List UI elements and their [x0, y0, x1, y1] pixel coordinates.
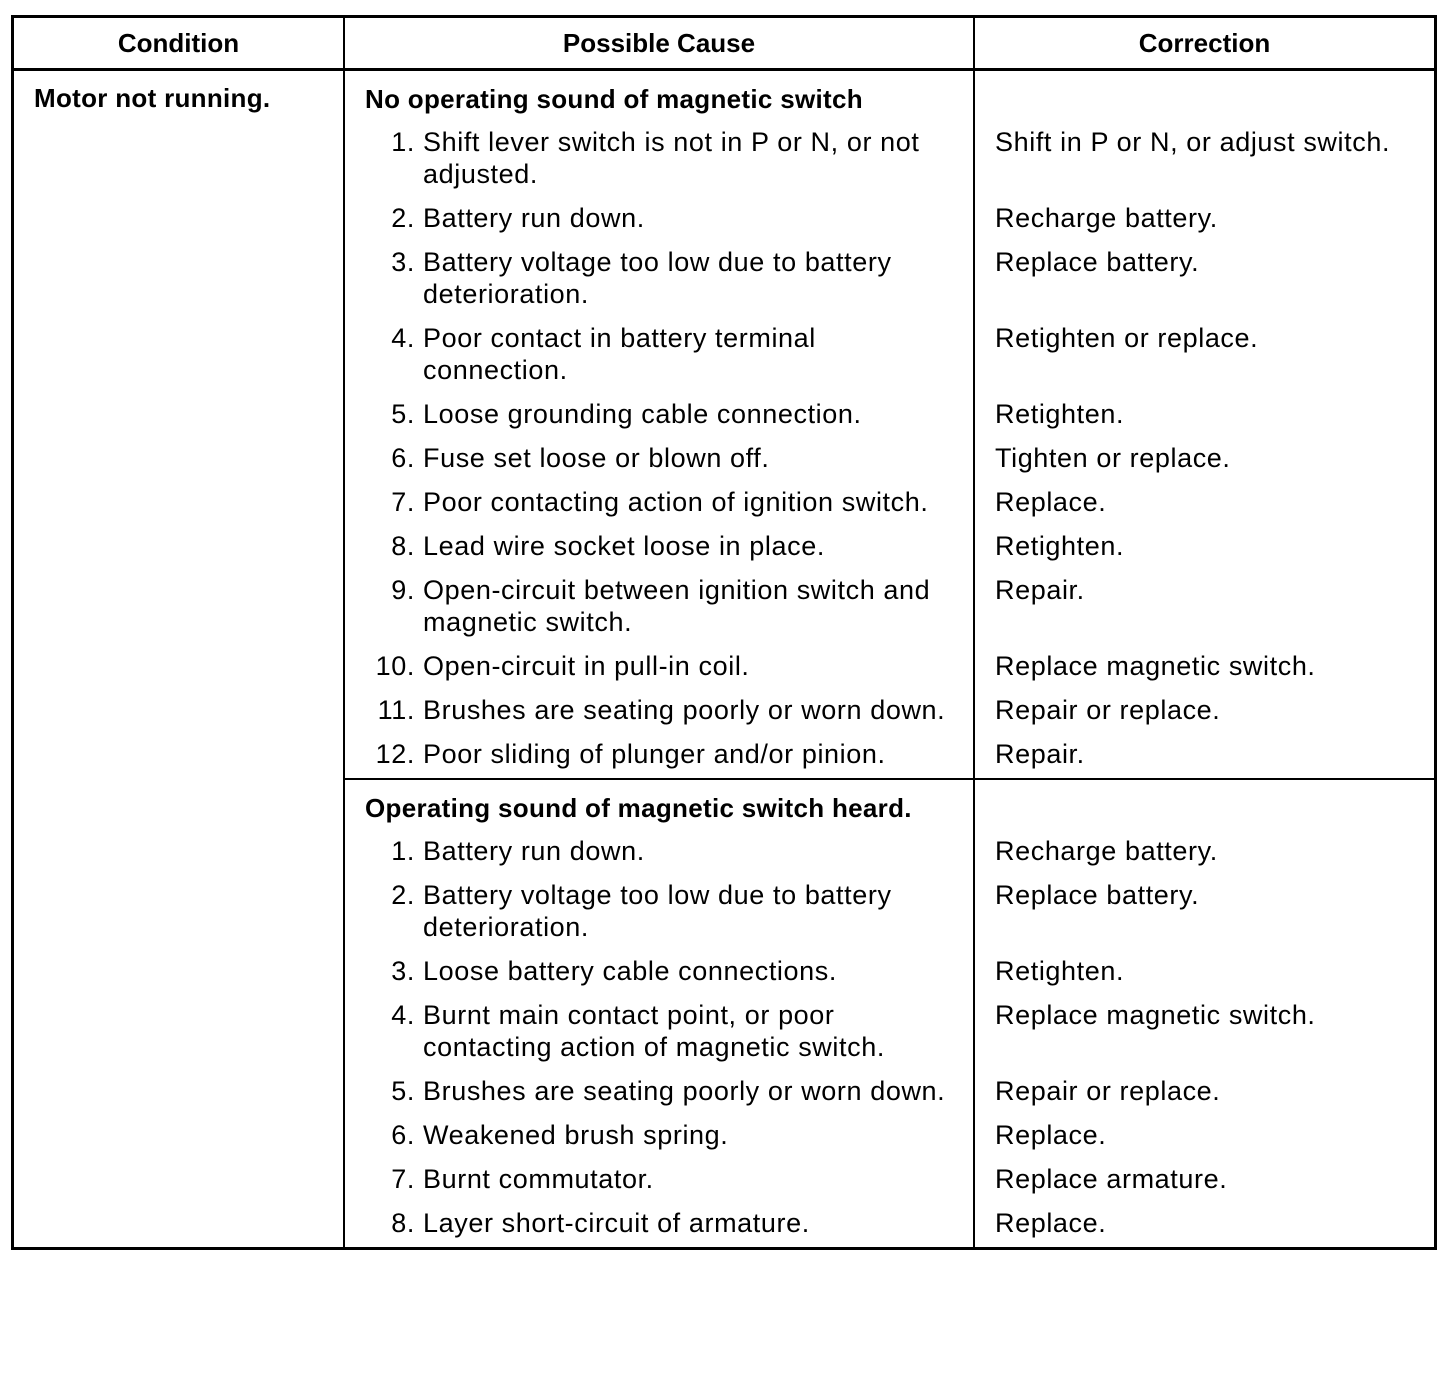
- cause-cell: [345, 242, 975, 318]
- group-heading: No operating sound of magnetic switch: [345, 71, 975, 122]
- correction-cell: Recharge battery.: [995, 836, 1218, 866]
- cause-cell: [345, 394, 975, 438]
- correction-cell: Replace battery.: [995, 247, 1200, 277]
- table-row: [345, 318, 1434, 394]
- header-possible-cause: Possible Cause: [345, 18, 975, 68]
- correction-cell: Shift in P or N, or adjust switch.: [995, 127, 1391, 157]
- cause-cell: [345, 690, 975, 734]
- item-number: 9.: [391, 575, 415, 605]
- group-heading-row: [345, 71, 1434, 122]
- table-row: [345, 242, 1434, 318]
- table-row: [345, 734, 1434, 778]
- table-row: [345, 122, 1434, 198]
- correction-cell: Recharge battery.: [995, 203, 1218, 233]
- correction-cell: Retighten or replace.: [995, 323, 1259, 353]
- table-row: [345, 570, 1434, 646]
- cause-text: Shift lever switch is not in P or N, or not adjusted.: [423, 127, 920, 189]
- item-number: 1.: [391, 127, 415, 157]
- correction-cell: Replace battery.: [995, 880, 1200, 910]
- table-row: [345, 1115, 1434, 1159]
- correction-cell: Tighten or replace.: [995, 443, 1231, 473]
- correction-cell: Replace magnetic switch.: [995, 651, 1316, 681]
- table-body: [14, 71, 1434, 1247]
- cause-cell: [345, 1071, 975, 1115]
- cause-groups: [345, 71, 1434, 1247]
- cause-text: Burnt main contact point, or poor contacting action of magnetic switch.: [423, 1000, 885, 1062]
- cause-text: Battery voltage too low due to battery deterioration.: [423, 247, 892, 309]
- item-number: 2.: [391, 880, 415, 910]
- cause-cell: [345, 1203, 975, 1247]
- item-number: 6.: [391, 443, 415, 473]
- cause-cell: [345, 1115, 975, 1159]
- cause-cell: [345, 122, 975, 198]
- cause-text: Layer short-circuit of armature.: [423, 1208, 810, 1238]
- cause-group: [345, 778, 1434, 1247]
- item-number: 8.: [391, 531, 415, 561]
- item-number: 2.: [391, 203, 415, 233]
- header-condition: Condition: [14, 18, 345, 68]
- cause-cell: [345, 526, 975, 570]
- correction-cell: Retighten.: [995, 399, 1125, 429]
- cause-text: Fuse set loose or blown off.: [423, 443, 770, 473]
- item-number: 4.: [391, 1000, 415, 1030]
- troubleshooting-table: [11, 15, 1437, 1250]
- correction-cell: Repair or replace.: [995, 1076, 1221, 1106]
- table-row: [345, 1159, 1434, 1203]
- item-number: 5.: [391, 1076, 415, 1106]
- table-row: [345, 690, 1434, 734]
- table-row: [345, 1203, 1434, 1247]
- header-correction: Correction: [1138, 27, 1271, 58]
- cause-text: Battery run down.: [423, 203, 645, 233]
- correction-cell: Replace.: [995, 1120, 1107, 1150]
- cause-text: Brushes are seating poorly or worn down.: [423, 695, 946, 725]
- item-number: 12.: [375, 739, 415, 769]
- item-number: 1.: [391, 836, 415, 866]
- cause-cell: [345, 482, 975, 526]
- cause-cell: [345, 951, 975, 995]
- cause-text: Brushes are seating poorly or worn down.: [423, 1076, 946, 1106]
- correction-cell: Repair or replace.: [995, 695, 1221, 725]
- item-number: 8.: [391, 1208, 415, 1238]
- cause-group: [345, 71, 1434, 778]
- cause-cell: [345, 831, 975, 875]
- correction-cell: Replace.: [995, 1208, 1107, 1238]
- cause-text: Battery voltage too low due to battery deterioration.: [423, 880, 892, 942]
- cause-text: Lead wire socket loose in place.: [423, 531, 825, 561]
- item-number: 3.: [391, 956, 415, 986]
- item-number: 7.: [391, 1164, 415, 1194]
- cause-cell: [345, 995, 975, 1071]
- cause-text: Battery run down.: [423, 836, 645, 866]
- item-number: 11.: [377, 695, 415, 725]
- cause-text: Burnt commutator.: [423, 1164, 654, 1194]
- item-number: 3.: [391, 247, 415, 277]
- item-number: 4.: [391, 323, 415, 353]
- table-row: [345, 646, 1434, 690]
- correction-cell: Repair.: [995, 739, 1085, 769]
- correction-cell: Replace magnetic switch.: [995, 1000, 1316, 1030]
- cause-text: Weakened brush spring.: [423, 1120, 729, 1150]
- cause-cell: [345, 734, 975, 778]
- cause-text: Poor contact in battery terminal connection.: [423, 323, 816, 385]
- cause-text: Open-circuit between ignition switch and magnetic switch.: [423, 575, 931, 637]
- cause-cell: [345, 570, 975, 646]
- item-number: 10.: [375, 651, 415, 681]
- table-header-row: [14, 18, 1434, 71]
- table-row: [345, 951, 1434, 995]
- group-heading-correction-empty: [975, 780, 1434, 831]
- cause-text: Loose grounding cable connection.: [423, 399, 862, 429]
- correction-cell: Replace.: [995, 487, 1107, 517]
- cause-cell: [345, 1159, 975, 1203]
- item-number: 6.: [391, 1120, 415, 1150]
- cause-cell: [345, 198, 975, 242]
- table-row: [345, 995, 1434, 1071]
- correction-cell: Repair.: [995, 575, 1085, 605]
- cause-cell: [345, 438, 975, 482]
- group-heading-row: [345, 780, 1434, 831]
- table-row: [345, 1071, 1434, 1115]
- table-row: [345, 438, 1434, 482]
- condition-cell: Motor not running.: [14, 71, 345, 1247]
- cause-cell: [345, 875, 975, 951]
- table-row: [345, 831, 1434, 875]
- correction-cell: Retighten.: [995, 531, 1125, 561]
- item-number: 5.: [391, 399, 415, 429]
- item-number: 7.: [391, 487, 415, 517]
- table-row: [345, 526, 1434, 570]
- cause-text: Loose battery cable connections.: [423, 956, 837, 986]
- table-row: [345, 198, 1434, 242]
- correction-cell: Retighten.: [995, 956, 1125, 986]
- cause-text: Poor sliding of plunger and/or pinion.: [423, 739, 886, 769]
- cause-text: Poor contacting action of ignition switch.: [423, 487, 929, 517]
- correction-cell: Replace armature.: [995, 1164, 1228, 1194]
- table-row: [345, 482, 1434, 526]
- table-row: [345, 394, 1434, 438]
- cause-cell: [345, 318, 975, 394]
- cause-cell: [345, 646, 975, 690]
- cause-text: Open-circuit in pull-in coil.: [423, 651, 750, 681]
- table-row: [345, 875, 1434, 951]
- group-heading: Operating sound of magnetic switch heard.: [345, 780, 975, 831]
- group-heading-correction-empty: [975, 71, 1434, 122]
